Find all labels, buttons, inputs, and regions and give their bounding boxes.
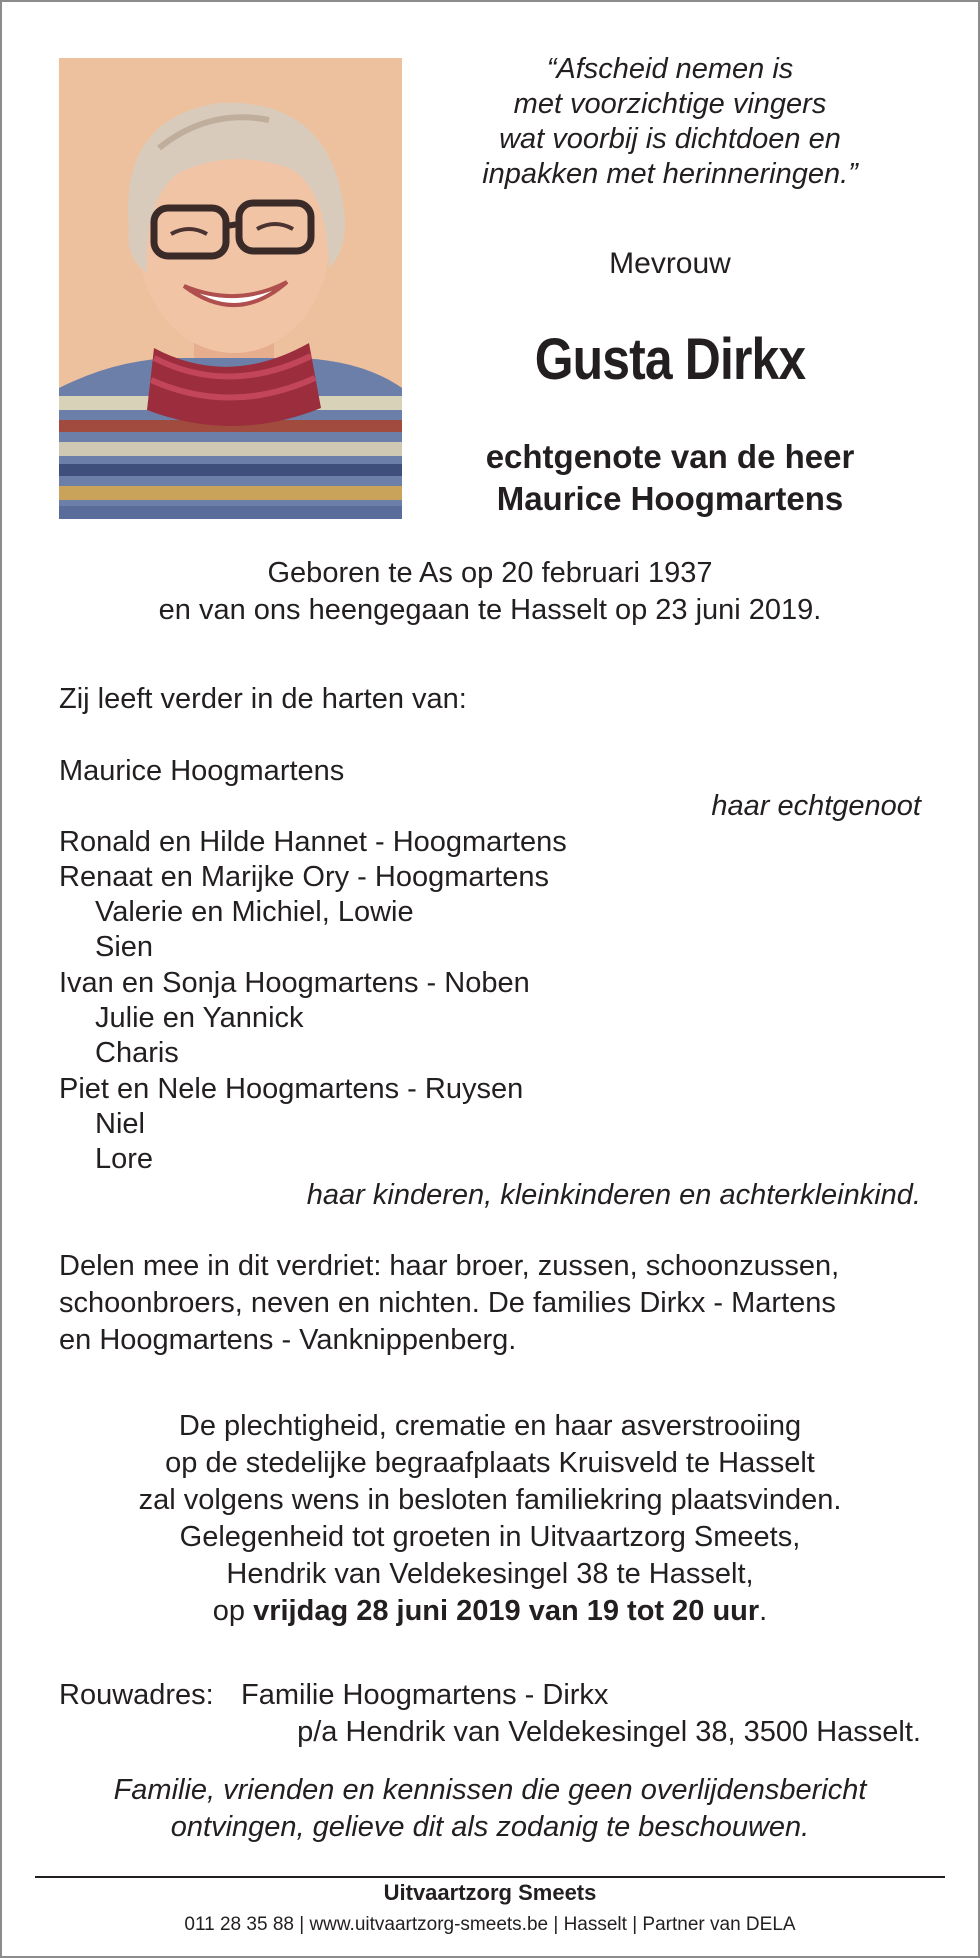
grandchild: Charis [95, 1037, 179, 1070]
family-member: Renaat en Marijke Ory - Hoogmartens [59, 860, 549, 893]
visitation-line [59, 1593, 921, 1630]
address-line-2: p/a Hendrik van Veldekesingel 38, 3500 Hasselt. [297, 1716, 921, 1748]
family-member: Piet en Nele Hoogmartens - Ruysen [59, 1072, 524, 1105]
shared-grief [59, 1248, 921, 1359]
family-member: Ivan en Sonja Hoogmartens - Noben [59, 966, 530, 999]
quote-line: inpakken met herinneringen.” [482, 158, 858, 190]
family-intro: Zij leeft verder in de harten van: [59, 683, 467, 715]
mourning-address [59, 1677, 921, 1751]
grandchild: Lore [95, 1143, 154, 1176]
ceremony-line: op de stedelijke begraafplaats Kruisveld te Hasselt [165, 1447, 815, 1479]
address-label: Rouwadres: [59, 1679, 214, 1711]
quote-line: wat voorbij is dichtdoen en [499, 123, 841, 155]
family-list [59, 754, 921, 1213]
family-relation: haar kinderen, kleinkinderen en achterkleinkind. [306, 1178, 921, 1211]
grandchild: Niel [95, 1107, 145, 1140]
spouse-relation: echtgenote van de heer [485, 438, 855, 475]
shared-grief-line: Delen mee in dit verdriet: haar broer, zussen, schoonzussen, [59, 1250, 840, 1282]
ceremony-info [59, 1408, 921, 1630]
ceremony-line: zal volgens wens in besloten familiekring plaatsvinden. [138, 1484, 842, 1516]
spouse-name: Maurice Hoogmartens [496, 480, 844, 517]
shared-grief-line: schoonbroers, neven en nichten. De families Dirkx - Martens [59, 1287, 836, 1319]
family-member: Maurice Hoogmartens [59, 755, 345, 787]
portrait-illustration [59, 58, 402, 519]
notice [59, 1772, 921, 1846]
shared-grief-line: en Hoogmartens - Vanknippenberg. [59, 1324, 517, 1356]
grandchild: Julie en Yannick [95, 1002, 304, 1035]
quote-line: “Afscheid nemen is [546, 53, 794, 85]
visitation-prefix: op [212, 1595, 254, 1627]
ceremony-line: Hendrik van Veldekesingel 38 te Hasselt, [226, 1558, 754, 1590]
address-family: Familie Hoogmartens - Dirkx [241, 1679, 609, 1711]
portrait-photo [59, 58, 402, 519]
birth-death-info [59, 555, 921, 629]
death-line: en van ons heengegaan te Hasselt op 23 juni 2019. [158, 594, 822, 626]
honorific: Mevrouw [609, 247, 731, 280]
grandchild: Valerie en Michiel, Lowie [95, 896, 414, 929]
ceremony-line: De plechtigheid, crematie en haar asverstrooiing [178, 1410, 802, 1442]
ceremony-line: Gelegenheid tot groeten in Uitvaartzorg Smeets, [179, 1521, 801, 1553]
quote-line: met voorzichtige vingers [513, 88, 827, 120]
funeral-home-name: Uitvaartzorg Smeets [383, 1880, 597, 1905]
visitation-suffix: . [759, 1595, 768, 1627]
visitation-datetime: vrijdag 28 juni 2019 van 19 tot 20 uur [253, 1595, 760, 1627]
notice-line: Familie, vrienden en kennissen die geen overlijdensbericht [113, 1774, 867, 1806]
funeral-home-contact: 011 28 35 88 | www.uitvaartzorg-smeets.be | Hasselt | Partner van DELA [184, 1914, 796, 1935]
footer-divider [35, 1876, 945, 1878]
family-member: Ronald en Hilde Hannet - Hoogmartens [59, 825, 567, 858]
address-line-1 [59, 1677, 921, 1714]
family-relation: haar echtgenoot [711, 790, 921, 823]
deceased-name: Gusta Dirkx [534, 327, 806, 392]
spouse-block [440, 436, 900, 520]
birth-line: Geboren te As op 20 februari 1937 [267, 557, 713, 589]
grandchild: Sien [95, 931, 154, 964]
quote [440, 52, 900, 192]
notice-line: ontvingen, gelieve dit als zodanig te beschouwen. [170, 1811, 810, 1843]
